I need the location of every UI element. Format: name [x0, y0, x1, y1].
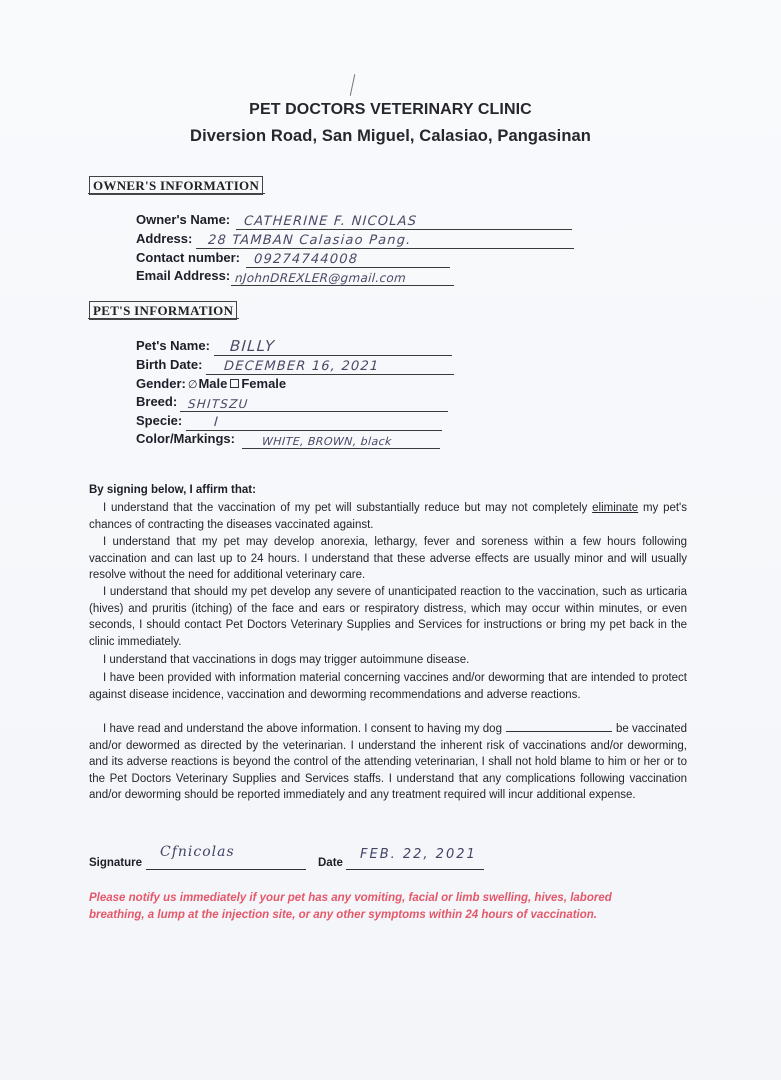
pet-birth-row	[136, 357, 380, 375]
pet-specie-label: Specie:	[136, 413, 183, 428]
eliminate-underlined: eliminate	[592, 502, 639, 514]
affirmation-paragraph-3: I understand that should my pet develop any severe of unanticipated reaction to the vaccination, such as urticaria (hives) and pruritis (itching) of the face and ears or respiratory distress, which may occur within minutes, or even seconds, I should contact Pet Doctors Veterinary Supplies and Services for instructions or bring my pet back in the clinic immediately.	[89, 586, 687, 648]
owner-contact-row	[136, 250, 359, 268]
date-line[interactable]	[346, 868, 484, 870]
notice-text: Please notify us immediately if your pet has any vomiting, facial or limb swelling, hives, labored breathing, a lump at the injection site, or any other symptoms within 24 hours of vaccination.	[89, 892, 612, 921]
pet-color-row	[136, 431, 393, 449]
pet-gender-label: Gender:	[136, 376, 186, 391]
owner-address-row	[136, 231, 413, 249]
owner-email-value: nJohnDREXLER@gmail.com	[234, 271, 407, 285]
signature-line[interactable]	[146, 868, 306, 870]
owner-contact-value: 09274744008	[253, 252, 359, 267]
pet-breed-label: Breed:	[136, 394, 178, 409]
pet-specie-value: I	[213, 415, 220, 430]
signature-value: Cfnicolas	[160, 844, 235, 860]
pet-birth-label: Birth Date:	[136, 357, 203, 372]
pet-gender-row	[136, 376, 286, 394]
clinic-address: Diversion Road, San Miguel, Calasiao, Pangasinan	[190, 127, 591, 145]
clinic-name: PET DOCTORS VETERINARY CLINIC	[249, 101, 532, 118]
pet-specie-row	[136, 413, 220, 431]
female-checkbox[interactable]	[230, 379, 239, 388]
pet-name-row	[136, 337, 276, 356]
affirmation-paragraph-4: I understand that vaccinations in dogs may trigger autoimmune disease.	[103, 654, 470, 666]
pet-breed-row	[136, 394, 250, 412]
owner-contact-label: Contact number:	[136, 250, 240, 265]
owner-name-label: Owner's Name:	[136, 212, 231, 227]
gender-female-label: Female	[241, 376, 287, 391]
pet-breed-value: SHITSZU	[187, 397, 250, 411]
pet-specie-line	[186, 412, 442, 431]
owner-email-label: Email Address:	[136, 268, 231, 283]
affirmation-heading: By signing below, I affirm that:	[89, 484, 256, 496]
owner-address-value: 28 TAMBAN Calasiao Pang.	[207, 233, 413, 248]
gender-male-label: Male	[198, 376, 228, 391]
owner-address-label: Address:	[136, 231, 193, 246]
pen-mark	[350, 74, 356, 96]
male-checkbox-checked-icon[interactable]: ∅	[187, 379, 198, 391]
pet-color-label: Color/Markings:	[136, 431, 235, 446]
date-label: Date	[318, 857, 343, 869]
pet-name-value: BILLY	[229, 337, 276, 355]
owner-email-row	[136, 268, 407, 286]
dog-name-blank[interactable]	[506, 721, 612, 732]
signature-label: Signature	[89, 857, 143, 869]
affirmation-paragraph-1: I understand that the vaccination of my pet will substantially reduce but may not completely eliminate my pet's chances of contracting the diseases vaccinated against.	[89, 502, 687, 531]
pet-color-value: WHITE, BROWN, black	[261, 435, 393, 448]
affirmation-paragraph-5: I have been provided with information material concerning vaccines and/or deworming that are intended to protect against disease incidence, vaccination and deworming recommendations and adverse reactions.	[89, 672, 687, 701]
pet-section-title: PET'S INFORMATION	[89, 301, 237, 320]
affirmation-paragraph-6: I have read and understand the above information. I consent to having my dog be vaccinated and/or dewormed as directed by the veterinarian. I understand the inherent risk of vaccinations and/or deworming, and its adverse reactions is beyond the control of the attending veterinarian, I shall not hold blame to him or her or to the Pet Doctors Veterinary Supplies and Services staffs. I understand that any complications following vaccination and/or deworming should be reported immediately and any treatment required will incur additional expense.	[89, 723, 688, 802]
owner-section-title: OWNER'S INFORMATION	[89, 176, 263, 195]
pet-name-label: Pet's Name:	[136, 338, 210, 353]
owner-name-row	[136, 212, 418, 230]
pet-birth-value: DECEMBER 16, 2021	[223, 359, 380, 374]
affirmation-paragraph-2: I understand that my pet may develop anorexia, lethargy, fever and soreness within a few hours following vaccination and can last up to 24 hours. I understand that these adverse effects are usually minor and will usually resolve without the need for additional veterinary care.	[89, 536, 687, 582]
date-value: FEB. 22, 2021	[360, 847, 477, 862]
owner-name-value: CATHERINE F. NICOLAS	[243, 214, 418, 229]
